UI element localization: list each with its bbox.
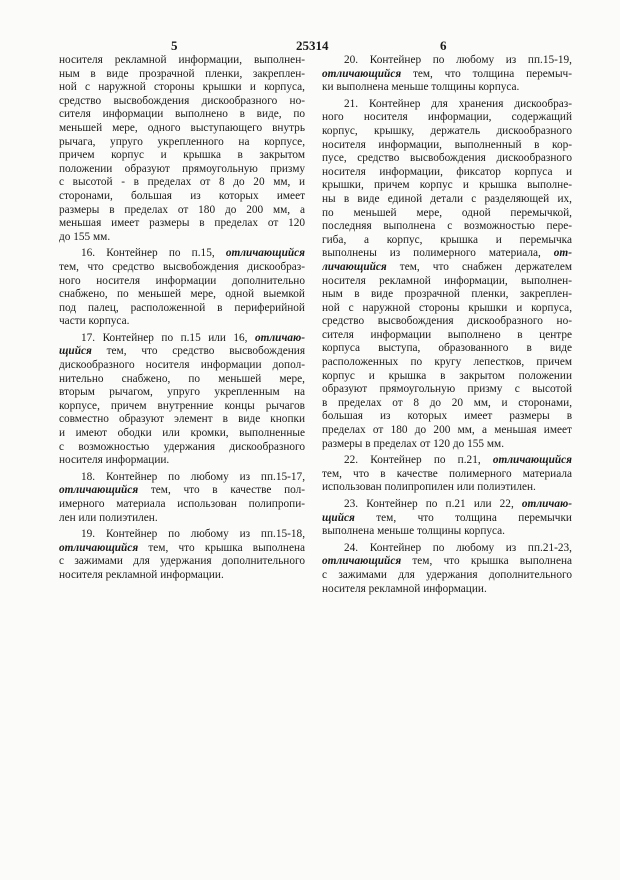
text-line: средство высвобождения дискообразного но- [322, 315, 572, 328]
text-line: носителя рекламной информации, выполнен- [322, 274, 572, 287]
emphasis-keyword: щийся [322, 511, 355, 524]
text-line: отличающийся тем, что крышка выполнена [322, 555, 572, 568]
page-number-left: 5 [171, 38, 178, 53]
text-line: 18. Контейнер по любому из пп.15-17, [81, 470, 305, 483]
emphasis-keyword: щийся [59, 345, 92, 358]
text-line: лен или полиэтилен. [59, 511, 158, 524]
text-line: крышки, причем корпус и крышка выполне- [322, 179, 572, 192]
text-line: ного носителя информации, содержащий [322, 111, 572, 124]
text-line: носителя рекламной информации. [322, 582, 487, 595]
text-line: отличающийся тем, что крышка выполнена [59, 541, 305, 554]
text-line: отличающийся тем, что толщина перемыч- [322, 67, 572, 80]
text-line: щийся тем, что средство высвобождения [59, 345, 305, 358]
text-line: носителя рекламной информации, выполнен- [59, 54, 305, 66]
text-line: с высотой - в пределах от 8 до 20 мм, и [59, 176, 305, 189]
text-line: с зажимами для удержания дополнительного [59, 555, 305, 568]
text-line: по меньшей мере, одной перемычкой, [322, 206, 572, 219]
text-line: причем корпус и крышка в закрытом [59, 149, 305, 162]
text-line: 22. Контейнер по п.21, отличающийся [344, 454, 572, 467]
emphasis-keyword: отличающийся [492, 454, 572, 467]
text-line: сителя информации выполнено в виде, по [59, 108, 305, 121]
text-line: личающийся тем, что снабжен держателем [322, 260, 572, 273]
text-line: щийся тем, что толщина перемычки [322, 511, 572, 524]
text-line: положении образуют прямоугольную призму [59, 162, 305, 175]
text-line: 24. Контейнер по любому из пп.21-23, [344, 541, 572, 554]
text-line: меньшей мере, одного выступающего внутрь [59, 121, 305, 134]
text-line: под палец, расположенной в периферийной [59, 301, 305, 314]
text-line: большая из которых имеет размеры в [322, 410, 572, 423]
emphasis-keyword: отличаю- [521, 498, 572, 510]
text-line: меньшая имеет размеры в пределах от 120 [59, 217, 305, 230]
text-line: носителя информации. [59, 454, 170, 467]
text-line: размеры в пределах от 180 до 200 мм, а [59, 203, 305, 216]
page-number-right: 6 [440, 38, 447, 53]
text-line: с зажимами для удержания дополнительного [322, 568, 572, 581]
text-line: ной с наружной стороны крышки и корпуса, [59, 81, 305, 94]
text-line: гиба, а корпус, крышка и перемычка [322, 233, 572, 246]
text-line: совместно образуют элемент в виде кнопки [59, 413, 305, 426]
text-line: 23. Контейнер по п.21 или 22, отличаю- [344, 498, 572, 510]
text-line: расположенных по кругу лепестков, причем [322, 356, 572, 369]
text-line: корпус и крышка в закрытом положении [322, 369, 572, 382]
document-number: 25314 [296, 38, 329, 53]
text-line: пусе, средство высвобождения дискообразного [322, 152, 572, 165]
emphasis-keyword: отличающийся [322, 67, 402, 80]
text-line: носителя информации, фиксатор корпуса и [322, 165, 572, 178]
text-line: средство высвобождения дискообразного но- [59, 94, 305, 107]
text-line: ны в виде единой детали с разделяющей их, [322, 192, 572, 205]
text-line: с возможностью удержания дискообразного [59, 440, 305, 453]
text-line: пределах от 180 до 200 мм, а меньшая имеет [322, 424, 572, 437]
text-line: дискообразного носителя информации допол- [59, 359, 305, 372]
text-line: корпус, крышку, держатель дискообразного [322, 124, 572, 137]
text-line: и имеют ободки или кромки, выполненные [59, 427, 305, 440]
emphasis-keyword: от- [553, 247, 572, 260]
text-line: выполнена меньше толщины корпуса. [322, 525, 506, 538]
text-line: носителя информации, выполненный в кор- [322, 138, 572, 151]
text-line: вторым рычагом, упруго укрепленным на [59, 386, 305, 399]
text-line: 19. Контейнер по любому из пп.15-18, [81, 528, 305, 541]
text-line: ного носителя информации дополнительно [59, 274, 305, 287]
text-line: выполнены из полимерного материала, от- [322, 247, 572, 260]
left-column-text [59, 54, 305, 583]
text-line: имерного материала использован полипропи- [59, 498, 305, 510]
emphasis-keyword: отличаю- [254, 331, 305, 344]
text-line: до 155 мм. [59, 230, 111, 243]
text-line: ным в виде прозрачной пленки, закреплен- [322, 288, 572, 301]
emphasis-keyword: личающийся [322, 260, 387, 273]
right-column-text [322, 54, 572, 596]
text-line: рычага, упруго укрепленного на корпусе, [59, 135, 305, 148]
text-line: ной с наружной стороны крышки и корпуса, [322, 301, 572, 314]
text-line: части корпуса. [59, 315, 130, 328]
text-line: снабжено, по меньшей мере, одной выемкой [59, 288, 305, 301]
text-line: сторонами, большая из которых имеет [59, 189, 305, 202]
text-line: нительно снабжено, по меньшей мере, [59, 372, 305, 385]
emphasis-keyword: отличающийся [59, 541, 139, 554]
text-line: 21. Контейнер для хранения дискообраз- [344, 97, 572, 110]
text-line: размеры в пределах от 120 до 155 мм. [322, 437, 505, 450]
text-line: отличающийся тем, что в качестве пол- [59, 484, 305, 497]
text-line: 17. Контейнер по п.15 или 16, отличаю- [81, 331, 305, 344]
text-line: тем, что в качестве полимерного материала [322, 467, 572, 480]
text-line: образуют прямоугольную призму с высотой [322, 383, 572, 396]
text-line: ки выполнена меньше толщины корпуса. [322, 81, 520, 94]
text-line: корпусе, причем внутренние концы рычагов [59, 399, 305, 412]
text-line: ным в виде прозрачной пленки, закреплен- [59, 67, 305, 80]
text-line: последняя выполнена с возможностью пере- [322, 220, 572, 233]
emphasis-keyword: отличающийся [59, 484, 139, 497]
text-line: 16. Контейнер по п.15, отличающийся [81, 247, 305, 260]
text-line: корпуса выступа, образованного в виде [322, 342, 572, 355]
emphasis-keyword: отличающийся [225, 247, 305, 260]
text-line: использован полипропилен или полиэтилен. [322, 481, 536, 494]
text-line: сителя информации выполнено в центре [322, 328, 572, 341]
text-line: тем, что средство высвобождения дискообраз- [59, 260, 305, 273]
text-line: носителя рекламной информации. [59, 568, 224, 581]
emphasis-keyword: отличающийся [322, 555, 402, 568]
text-line: в пределах от 8 до 20 мм, и сторонами, [322, 396, 572, 409]
text-line: 20. Контейнер по любому из пп.15-19, [344, 54, 572, 66]
